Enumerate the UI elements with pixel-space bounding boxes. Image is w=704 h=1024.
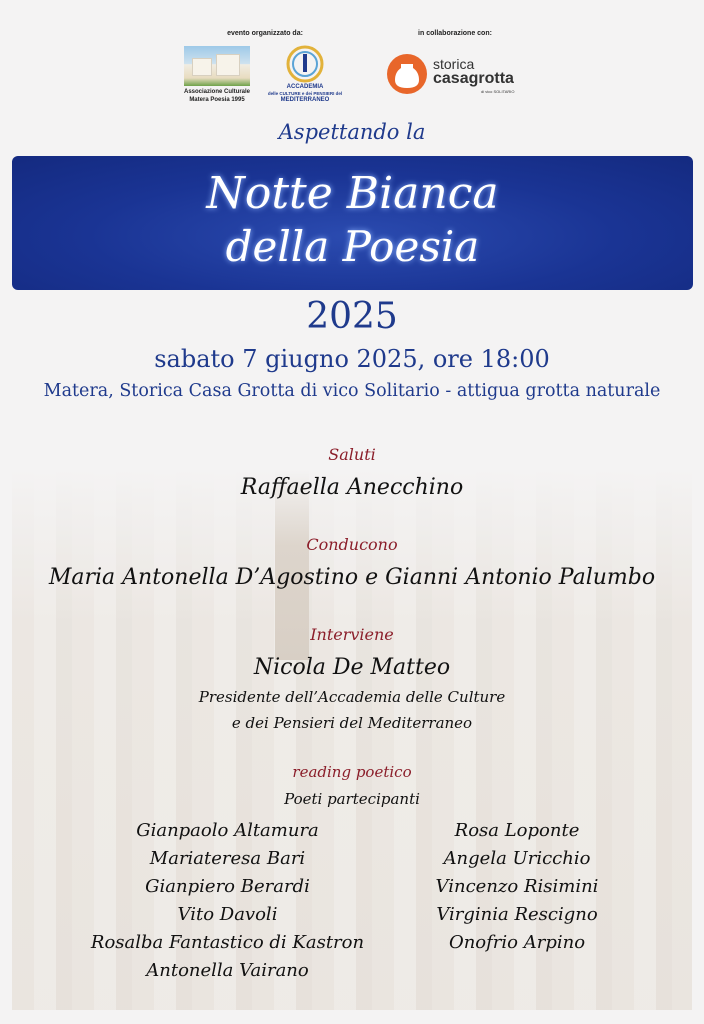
event-date: sabato 7 giugno 2025, ore 18:00 xyxy=(154,345,550,373)
interviene-label: Interviene xyxy=(310,625,394,644)
banner-title-line1: Notte Bianca xyxy=(206,168,499,219)
poet-right: Virginia Rescigno xyxy=(436,904,598,925)
saluti-name: Raffaella Anecchino xyxy=(240,475,464,500)
poet-right: Vincenzo Risimini xyxy=(435,876,599,897)
event-year: 2025 xyxy=(306,296,398,337)
amphora-icon xyxy=(385,52,429,96)
poet-right: Rosa Loponte xyxy=(454,820,580,841)
logo3-word1: storica xyxy=(433,56,475,72)
logo3-word2: casagrotta xyxy=(433,70,514,87)
logo2-line1: ACCADEMIA xyxy=(286,84,324,90)
poet-right: Onofrio Arpino xyxy=(448,932,586,953)
event-venue: Matera, Storica Casa Grotta di vico Solitario - attigua grotta naturale xyxy=(43,381,661,401)
logo3-sub: di vico SOLITARIO xyxy=(481,89,515,94)
poet-left: Gianpaolo Altamura xyxy=(136,820,319,841)
matera-poesia-logo xyxy=(182,44,252,106)
logo1-caption-line2: Matera Poesia 1995 xyxy=(189,97,245,103)
logo2-line2: delle CULTURE e dei PENSIERI del xyxy=(267,91,343,96)
accademia-logo xyxy=(263,44,347,106)
poet-left: Mariateresa Bari xyxy=(149,848,306,869)
title-banner xyxy=(12,156,693,290)
house-shape xyxy=(216,54,240,76)
interviene-name: Nicola De Matteo xyxy=(253,655,451,680)
logo2-line3: MEDITERRANEO xyxy=(280,97,330,103)
interviene-role-line2: e dei Pensieri del Mediterraneo xyxy=(231,714,473,732)
saluti-label: Saluti xyxy=(328,445,376,464)
poet-left: Antonella Vairano xyxy=(146,960,309,981)
house-shape xyxy=(192,58,212,76)
interviene-role-line1: Presidente dell’Accademia delle Culture xyxy=(198,688,506,706)
storica-casagrotta-logo xyxy=(385,50,525,98)
organized-by-label: evento organizzato da: xyxy=(227,30,303,37)
poet-left: Rosalba Fantastico di Kastron xyxy=(90,932,365,953)
banner-title-line2: della Poesia xyxy=(225,222,480,271)
poet-left: Vito Davoli xyxy=(177,904,278,925)
conducono-names: Maria Antonella D’Agostino e Gianni Antonio Palumbo xyxy=(48,565,656,590)
reading-label: reading poetico xyxy=(292,763,412,781)
logo1-caption-line1: Associazione Culturale xyxy=(183,89,251,95)
poets-label: Poeti partecipanti xyxy=(284,790,420,808)
intro-text: Aspettando la xyxy=(278,120,426,144)
poet-left: Gianpiero Berardi xyxy=(145,876,310,897)
poet-right: Angela Uricchio xyxy=(443,848,591,869)
accademia-emblem-icon xyxy=(263,44,347,84)
collaboration-label: in collaborazione con: xyxy=(418,30,492,37)
conducono-label: Conducono xyxy=(306,535,398,554)
